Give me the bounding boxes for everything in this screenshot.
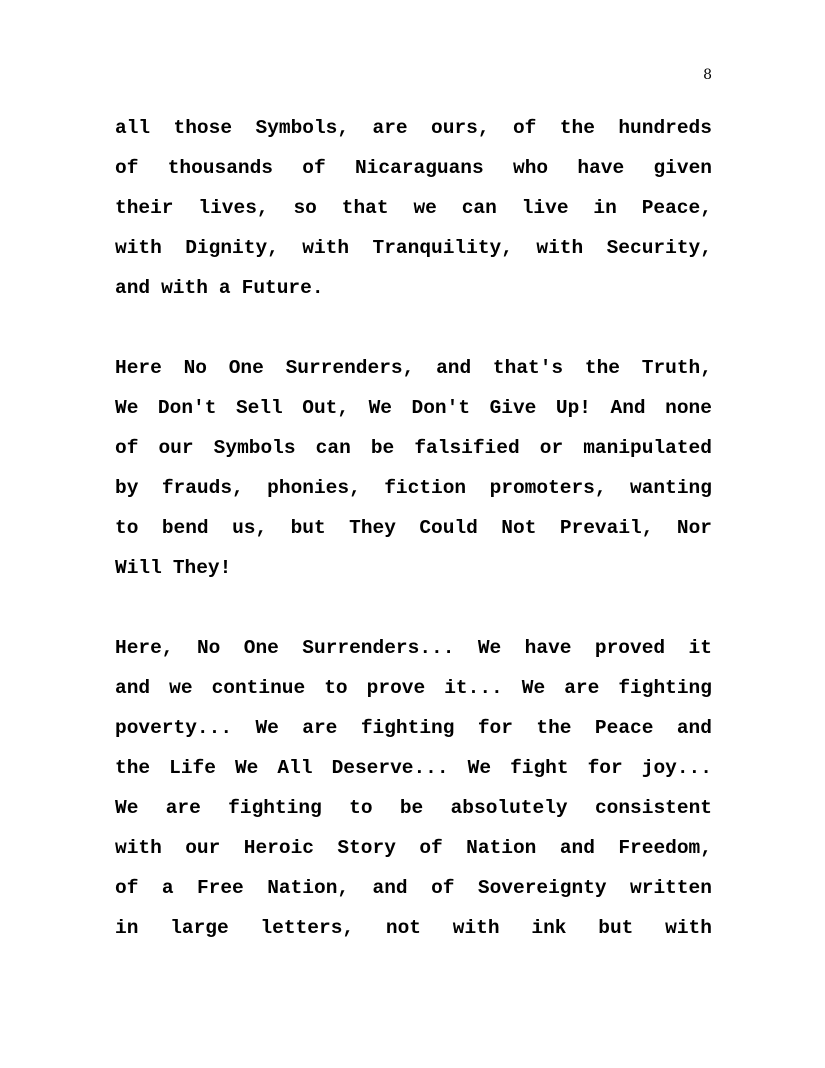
word: consistent [594, 797, 712, 819]
word: but [290, 517, 326, 539]
word: We [255, 717, 279, 739]
word: and [115, 677, 151, 699]
word: bend [161, 517, 209, 539]
word: we [169, 677, 193, 699]
word: Heroic [243, 837, 314, 859]
word: We [368, 397, 393, 419]
word: with [452, 917, 500, 939]
word: Nation, [267, 877, 350, 899]
word: and [372, 877, 408, 899]
word: Will [115, 557, 162, 579]
text-line [115, 228, 712, 268]
word: be [399, 797, 424, 819]
word: it [688, 637, 712, 659]
word: Freedom, [618, 837, 712, 859]
word: those [173, 117, 233, 139]
word: Here, [115, 637, 174, 659]
word: They! [172, 557, 232, 579]
word: Symbols [213, 437, 296, 459]
word: joy... [641, 757, 712, 779]
word: are [302, 717, 338, 739]
word: Give [489, 397, 537, 419]
word: have [524, 637, 572, 659]
word: be [370, 437, 395, 459]
word: given [653, 157, 712, 179]
word: We [115, 797, 139, 819]
word: can [315, 437, 351, 459]
text-line [115, 508, 712, 548]
text-line [115, 268, 712, 308]
word: are [165, 797, 201, 819]
word: We [521, 677, 546, 699]
word: so [293, 197, 317, 219]
word: none [665, 397, 712, 419]
word: the [559, 117, 595, 139]
word: and [436, 357, 472, 379]
word: but [598, 917, 634, 939]
text-line [115, 188, 712, 228]
word: by [115, 477, 139, 499]
word: of [419, 837, 443, 859]
text-line [115, 788, 712, 828]
word: All [277, 757, 313, 779]
word: Peace, [641, 197, 712, 219]
word: with [115, 237, 162, 259]
word: phonies, [267, 477, 361, 499]
text-line [115, 668, 712, 708]
word: and [115, 277, 151, 299]
word: Future. [241, 277, 324, 299]
word: can [461, 197, 497, 219]
word: have [577, 157, 625, 179]
word: fighting [618, 677, 712, 699]
text-line [115, 108, 712, 148]
word: that [341, 197, 389, 219]
word: who [513, 157, 549, 179]
word: not [385, 917, 421, 939]
text-line [115, 748, 712, 788]
word: And [610, 397, 646, 419]
word: Out, [302, 397, 350, 419]
word: and [676, 717, 712, 739]
text-line [115, 468, 712, 508]
text-line [115, 828, 712, 868]
word: it... [444, 677, 503, 699]
word: a [161, 877, 174, 899]
word: or [539, 437, 564, 459]
word: Don't [157, 397, 217, 419]
text-line [115, 428, 712, 468]
word: of [115, 877, 139, 899]
word: Symbols, [255, 117, 350, 139]
word: letters, [260, 917, 355, 939]
word: Surrenders, [285, 357, 415, 379]
word: with [161, 277, 208, 299]
word: We [477, 637, 502, 659]
word: all [115, 117, 151, 139]
word: with [115, 837, 162, 859]
word: fighting [360, 717, 455, 739]
word: No [196, 637, 221, 659]
word: We [115, 397, 139, 419]
word: ours, [431, 117, 490, 139]
word: Truth, [641, 357, 712, 379]
word: written [630, 877, 712, 899]
word: our [158, 437, 194, 459]
word: Could [419, 517, 478, 539]
word: for [587, 757, 623, 779]
word: us, [232, 517, 268, 539]
word: Free [196, 877, 244, 899]
word: frauds, [161, 477, 244, 499]
word: lives, [198, 197, 269, 219]
word: One [243, 637, 279, 659]
word: Deserve... [331, 757, 449, 779]
word: Tranquility, [372, 237, 513, 259]
page-number: 8 [703, 67, 712, 83]
word: Sell [235, 397, 283, 419]
text-line [115, 348, 712, 388]
word: Dignity, [185, 237, 279, 259]
word: the [115, 757, 151, 779]
word: No [183, 357, 207, 379]
word: live [521, 197, 569, 219]
word: the [584, 357, 620, 379]
word: poverty... [115, 717, 233, 739]
word: We [467, 757, 492, 779]
word: continue [211, 677, 306, 699]
word: with [665, 917, 712, 939]
word: falsified [414, 437, 520, 459]
word: absolutely [450, 797, 568, 819]
word: Life [169, 757, 216, 779]
word: of [302, 157, 326, 179]
word: the [536, 717, 572, 739]
word: to [324, 677, 348, 699]
word: thousands [167, 157, 274, 179]
word: wanting [630, 477, 712, 499]
word: are [372, 117, 408, 139]
word: promoters, [489, 477, 607, 499]
word: ink [531, 917, 567, 939]
word: One [228, 357, 264, 379]
text-line [115, 908, 712, 948]
word: we [413, 197, 437, 219]
word: Prevail, [559, 517, 654, 539]
word: that's [492, 357, 564, 379]
word: their [115, 197, 174, 219]
word: with [536, 237, 584, 259]
word: They [349, 517, 396, 539]
word: Surrenders... [302, 637, 455, 659]
paragraph-3 [115, 628, 712, 948]
text-line [115, 868, 712, 908]
word: hundreds [618, 117, 712, 139]
word: Peace [594, 717, 654, 739]
word: manipulated [583, 437, 712, 459]
word: of [115, 437, 139, 459]
word: in [115, 917, 139, 939]
word: prove [366, 677, 426, 699]
text-line [115, 708, 712, 748]
word: Story [337, 837, 396, 859]
word: Nation [466, 837, 537, 859]
text-line [115, 148, 712, 188]
word: We [234, 757, 259, 779]
word: fiction [384, 477, 467, 499]
word: fighting [228, 797, 322, 819]
word: large [170, 917, 229, 939]
word: of [431, 877, 455, 899]
word: Not [501, 517, 537, 539]
word: Sovereignty [477, 877, 607, 899]
text-line [115, 388, 712, 428]
word: a [218, 277, 231, 299]
word: of [512, 117, 537, 139]
word: Up! [555, 397, 591, 419]
word: with [302, 237, 350, 259]
word: to [349, 797, 373, 819]
word: and [559, 837, 595, 859]
word: for [477, 717, 513, 739]
word: Don't [411, 397, 471, 419]
word: Nicaraguans [354, 157, 484, 179]
text-line [115, 628, 712, 668]
word: fight [510, 757, 569, 779]
word: Here [115, 357, 162, 379]
word: proved [594, 637, 666, 659]
word: Security, [606, 237, 712, 259]
text-line [115, 548, 712, 588]
word: Nor [676, 517, 712, 539]
body-text [115, 108, 712, 988]
word: to [115, 517, 139, 539]
word: our [185, 837, 221, 859]
word: are [564, 677, 600, 699]
paragraph-1 [115, 108, 712, 308]
word: in [593, 197, 617, 219]
word: of [115, 157, 139, 179]
paragraph-2 [115, 348, 712, 588]
